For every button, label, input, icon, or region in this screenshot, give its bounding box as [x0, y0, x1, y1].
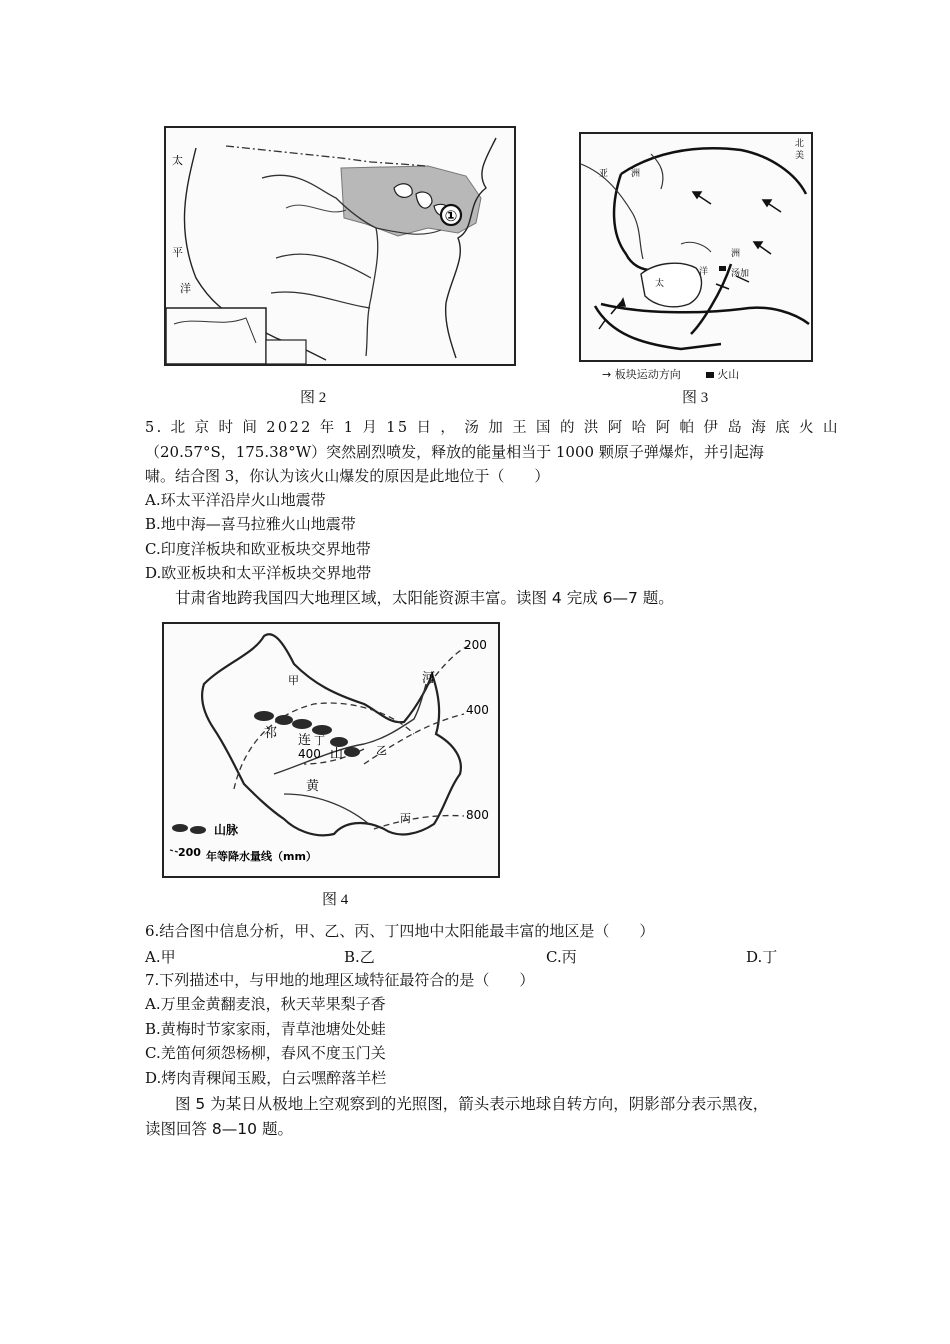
- volcano-icon: [719, 266, 726, 271]
- fig4-label-he: 河: [422, 671, 436, 686]
- figure-3-caption: 图 3: [682, 390, 709, 406]
- fig4-label-huang: 黄: [306, 779, 320, 794]
- gansu-map: [164, 624, 498, 876]
- fig3-label-yang: 洋: [699, 267, 709, 277]
- mountain-legend-icon: [172, 824, 206, 834]
- figure-4-map: [162, 622, 500, 878]
- fig3-label-ya: 亚: [599, 169, 609, 179]
- q6-option-b[interactable]: B.乙: [344, 948, 375, 966]
- fig3-label-tai: 太: [655, 279, 665, 289]
- figure-4-caption: 图 4: [322, 892, 349, 908]
- fig4-label-lian: 连: [298, 733, 312, 748]
- q5-option-a[interactable]: A.环太平洋沿岸火山地震带: [145, 491, 326, 509]
- fig4-label-yi: 乙: [376, 744, 387, 757]
- q5-stem-line-3: 啸。结合图 3，你认为该火山爆发的原因是此地位于（ ）: [145, 467, 550, 485]
- q5-option-c[interactable]: C.印度洋板块和欧亚板块交界地带: [145, 540, 371, 558]
- fig4-label-ding: 丁: [314, 734, 325, 747]
- isohyet-label-800: 800: [466, 808, 489, 822]
- fig3-label-zhou-asia: 洲: [631, 169, 641, 179]
- isohyet-label-200: 200: [464, 638, 487, 652]
- figure-2-caption: 图 2: [300, 390, 327, 406]
- q5-stem-line-2: （20.57°S，175.38°W）突然剧烈喷发，释放的能量相当于 1000 颗原子弹爆炸，并引起海: [145, 443, 764, 461]
- fig3-label-bei: 北: [795, 139, 805, 149]
- figure-3-legend: [602, 366, 739, 382]
- legend-plate-direction: 板块运动方向: [614, 368, 681, 381]
- q6-option-a[interactable]: A.甲: [145, 948, 176, 966]
- intro-8-10-line-2: 读图回答 8—10 题。: [145, 1120, 293, 1138]
- isohyet-label-400-east: 400: [466, 703, 489, 717]
- q6-option-d[interactable]: D.丁: [746, 948, 778, 966]
- q7-option-a[interactable]: A.万里金黄翻麦浪，秋天苹果梨子香: [145, 995, 386, 1013]
- volcano-legend-icon: [706, 372, 714, 378]
- q6-option-c[interactable]: C.丙: [546, 948, 577, 966]
- legend-volcano: 火山: [717, 368, 740, 381]
- q7-option-d[interactable]: D.烤肉青稞闻玉殿，白云嘿醉落羊栏: [145, 1069, 387, 1087]
- legend-isohyet: 年等降水量线（mm）: [206, 850, 317, 863]
- marker-1-label: ①: [444, 207, 458, 225]
- arrow-right-icon: →: [602, 368, 612, 381]
- q5-stem-line-1: 5. 北 京 时 间 2022 年 1 月 15 日 ， 汤 加 王 国 的 洪 阿 哈 阿 帕 伊 岛 海 底 火 山: [145, 420, 840, 436]
- intro-8-10-line-1: 图 5 为某日从极地上空观察到的光照图，箭头表示地球自转方向，阴影部分表示黑夜，: [175, 1095, 769, 1113]
- fig4-label-shan: 山: [330, 747, 344, 762]
- fig3-label-zhou-oceania: 洲: [731, 249, 741, 259]
- isohyet-label-400-west: 400: [298, 747, 321, 761]
- q7-option-c[interactable]: C.羌笛何须怨杨柳，春风不度玉门关: [145, 1044, 386, 1062]
- q7-stem: 7.下列描述中，与甲地的地理区域特征最符合的是（ ）: [145, 971, 535, 989]
- intro-6-7: 甘肃省地跨我国四大地理区域，太阳能资源丰富。读图 4 完成 6—7 题。: [175, 589, 674, 607]
- fig2-label-yang: 洋: [180, 282, 191, 295]
- pacific-plates-map: [581, 134, 811, 360]
- legend-mountain: 山脉: [214, 823, 239, 837]
- q7-option-b[interactable]: B.黄梅时节家家雨，青草池塘处处蛙: [145, 1020, 386, 1038]
- figure-2-map: [164, 126, 516, 366]
- fig4-label-bing: 丙: [400, 812, 411, 825]
- q6-stem: 6.结合图中信息分析，甲、乙、丙、丁四地中太阳能最丰富的地区是（ ）: [145, 922, 655, 940]
- north-america-map: [166, 128, 514, 364]
- fig4-label-qi: 祁: [264, 726, 278, 741]
- fig2-label-ping: 平: [172, 246, 183, 259]
- fig3-label-tonga: 汤加: [731, 269, 750, 279]
- legend-isohyet-value: 200: [178, 846, 201, 859]
- q5-option-b[interactable]: B.地中海—喜马拉雅火山地震带: [145, 515, 356, 533]
- figure-3-map: [579, 132, 813, 362]
- fig3-label-mei: 美: [795, 151, 805, 161]
- fig4-label-jia: 甲: [288, 674, 299, 687]
- q5-option-d[interactable]: D.欧亚板块和太平洋板块交界地带: [145, 564, 372, 582]
- fig2-label-tai: 太: [172, 154, 183, 167]
